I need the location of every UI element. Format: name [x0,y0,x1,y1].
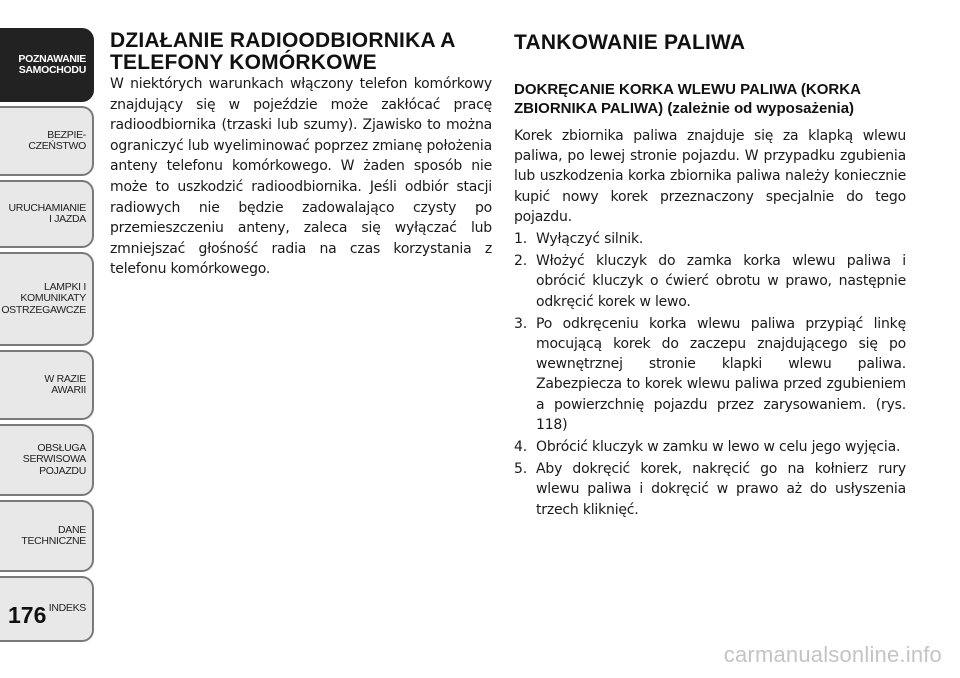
tab-lampki-i-komunikaty[interactable]: LAMPKI I KOMUNIKATY OSTRZEGAWCZE [0,252,94,346]
watermark: carmanualsonline.info [723,642,942,667]
page-number: 176 [8,602,47,628]
tab-indeks[interactable]: INDEKS [0,576,94,642]
section-title-fuel: TANKOWANIE PALIWA [514,31,746,54]
subsection-title-fuel-cap: DOKRĘCANIE KORKA WLEWU PALIWA (KORKA ZBIORNIKA PALIWA) (zależnie od wyposażenia) [514,81,861,117]
step-item: 1. Wyłączyć silnik. [514,231,644,248]
left-column [110,30,492,280]
step-item: 2. Włożyć kluczyk do zamka korka wlewu paliwa i obrócić kluczyk o ćwierć obrotu w prawo, następnie odkręcić korek w lewo. [514,253,906,310]
tab-bezpieczenstwo[interactable]: BEZPIE- CZEŃSTWO [0,106,94,176]
step-item: 4. Obrócić kluczyk w zamku w lewo w celu jego wyjęcia. [514,439,901,456]
tab-dane-techniczne[interactable]: DANE TECHNICZNE [0,500,94,572]
section-body-radio: W niektórych warunkach włączony telefon komórkowy znajdujący się w pojeździe może zakłócać pracę radioodbiornika (trzaski lub szumy). Zjawisko to można ograniczyć lub wyeliminować poprzez zmianę położenia anteny telefonu komórkowego. W żaden sposób nie może to uszkodzić radioodbiornika. Jeśli odbiór stacji radiowych nie będzie zadowalająco czysty po przemieszczeniu anteny, zaleca się wyłączać lub zmniejszać głośność radia na czas korzystania z telefonu komórkowego. [110,76,492,278]
tab-w-razie-awarii[interactable]: W RAZIE AWARII [0,350,94,420]
step-item: 3. Po odkręceniu korka wlewu paliwa przypiąć linkę mocującą korek do zaczepu znajdującego się po wewnętrznej stronie klapki wlewu paliwa. Zabezpiecza to korek wlewu paliwa przed zgubieniem a powierzchnię pojazdu przez zarysowaniem. (rys. 118) [514,315,906,433]
fuel-cap-steps [514,229,906,520]
tab-poznawanie-samochodu[interactable]: POZNAWANIE SAMOCHODU [0,28,94,102]
fuel-cap-intro: Korek zbiornika paliwa znajduje się za klapką wlewu paliwa, po lewej stronie pojazdu. W przypadku zgubienia lub uszkodzenia korka zbiornika paliwa należy koniecznie kupić nowy korek przeznaczony specjalnie do tego pojazdu. [514,128,906,225]
tab-obsluga-serwisowa[interactable]: OBSŁUGA SERWISOWA POJAZDU [0,424,94,496]
section-title-radio: DZIAŁANIE RADIOODBIORNIKA A TELEFONY KOMÓRKOWE [110,29,455,74]
tab-uruchamianie-i-jazda[interactable]: URUCHAMIANIE I JAZDA [0,180,94,248]
right-column [514,30,906,520]
step-item: 5. Aby dokręcić korek, nakręcić go na kołnierz rury wlewu paliwa i dokręcić w prawo aż do usłyszenia trzech kliknięć. [514,461,906,518]
